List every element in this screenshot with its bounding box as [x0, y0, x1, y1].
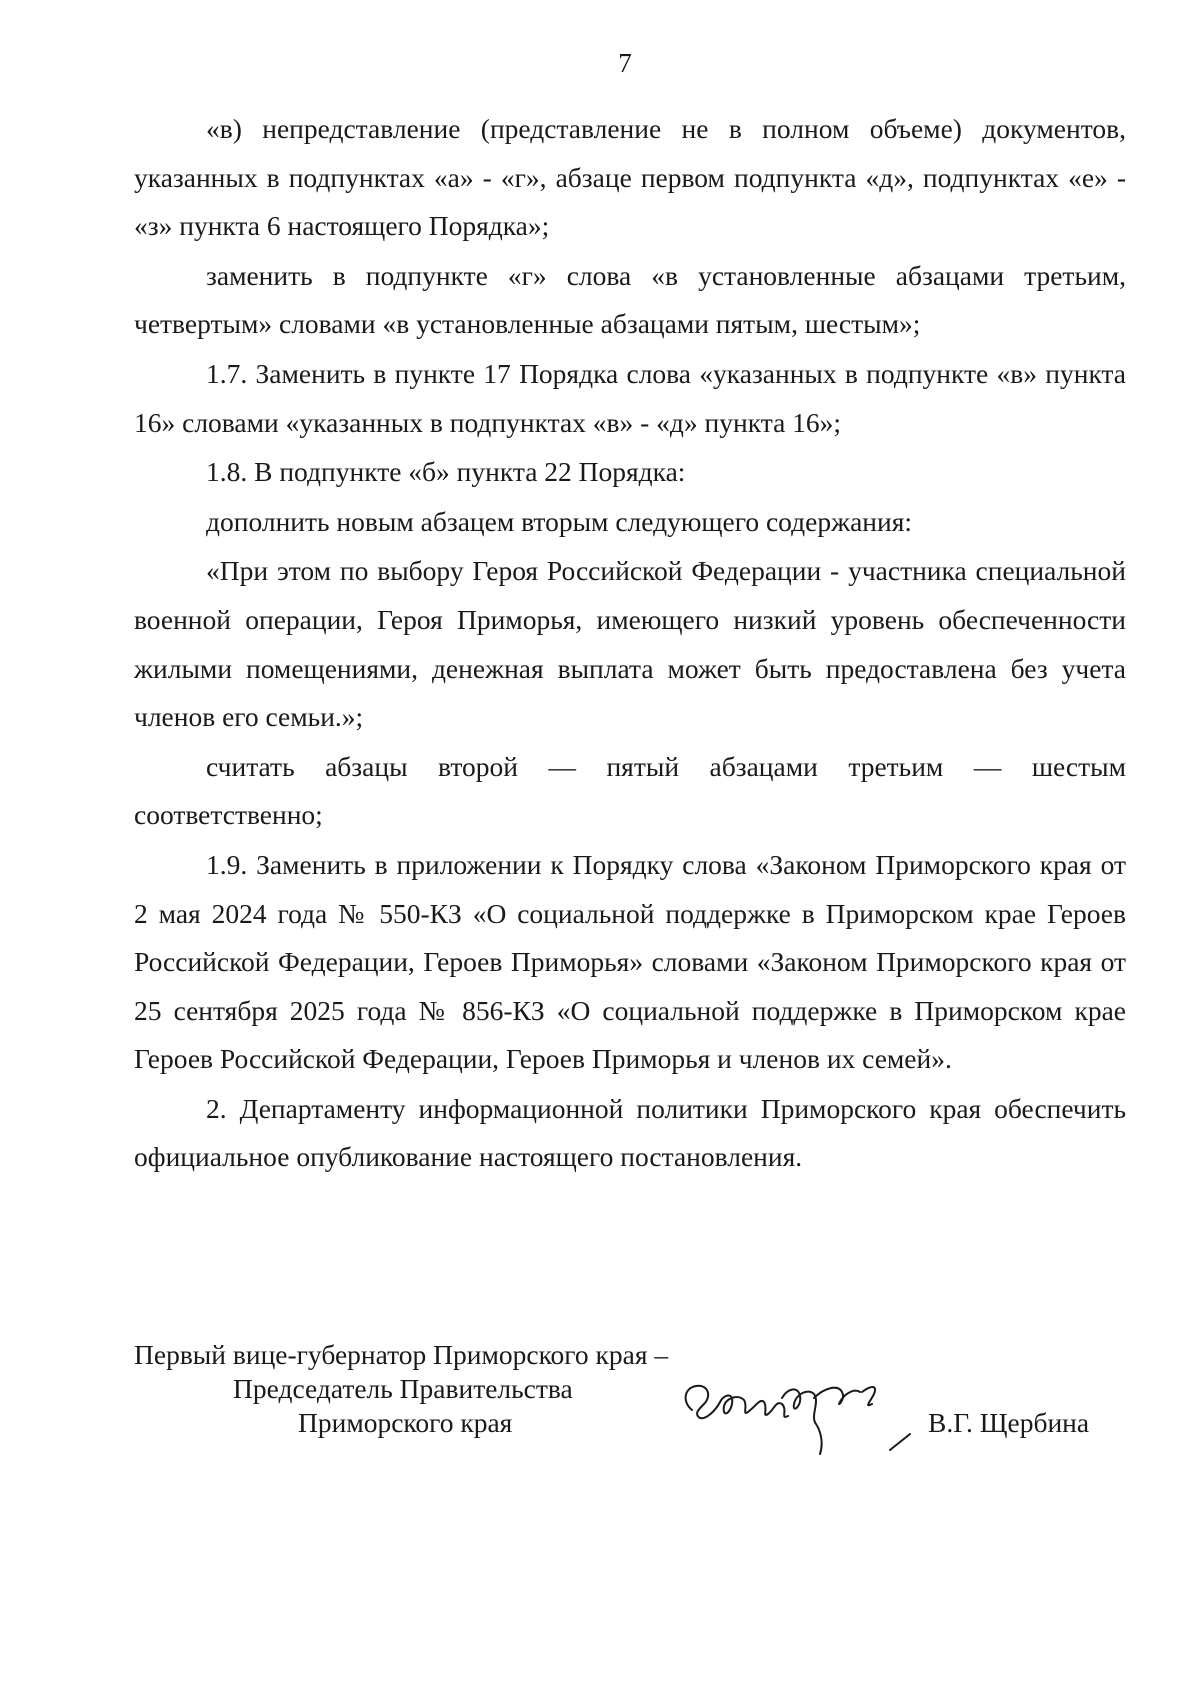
paragraph-1-9: 1.9. Заменить в приложении к Порядку слова «Законом Приморского края от 2 мая 2024 года № 550-КЗ «О социальной поддержке в Приморском крае Героев Российской Федерации, Героев Приморья» словами «Законом Приморского края от 25 сентября 2025 года № 856-КЗ «О социальной поддержке в Приморском крае Героев Российской Федерации, Героев Приморья и членов их семей».	[134, 848, 1126, 1075]
signatory-title-line-1: Первый вице-губернатор Приморского края –	[134, 1339, 669, 1370]
paragraph-v-nonsubmission: «в) непредставление (представление не в полном объеме) документов, указанных в подпунктах «а» - «г», абзаце первом подпункта «д», подпунктах «е» - «з» пункта 6 настоящего Порядка»;	[134, 113, 1126, 242]
paragraph-1-7: 1.7. Заменить в пункте 17 Порядка слова «указанных в подпункте «в» пункта 16» словами «указанных в подпунктах «в» - «д» пункта 16»;	[134, 357, 1126, 438]
document-body	[134, 105, 1126, 1182]
paragraph-add-new: дополнить новым абзацем вторым следующего содержания:	[206, 505, 913, 537]
paragraph-renumber: считать абзацы второй — пятый абзацами третьим — шестым соответственно;	[134, 750, 1126, 831]
signature-block	[134, 1338, 1126, 1478]
paragraph-replace-subpoint-g: заменить в подпункте «г» слова «в установленные абзацами третьим, четвертым» словами «в установленные абзацами пятым, шестым»;	[134, 259, 1126, 340]
paragraph-1-8: 1.8. В подпункте «б» пункта 22 Порядка:	[206, 456, 686, 488]
signatory-title-line-2: Председатель Правительства	[233, 1373, 573, 1404]
paragraph-quote-hero: «При этом по выбору Героя Российской Федерации - участника специальной военной операции, Героя Приморья, имеющего низкий уровень обеспеченности жилыми помещениями, денежная выплата может быть предоставлена без учета членов его семьи.»;	[134, 555, 1126, 733]
page-number: 7	[618, 48, 632, 78]
paragraph-2-publication: 2. Департаменту информационной политики Приморского края обеспечить официальное опубликование настоящего постановления.	[134, 1092, 1126, 1173]
signatory-title-line-3: Приморского края	[298, 1407, 513, 1438]
signatory-name: В.Г. Щербина	[928, 1407, 1090, 1438]
handwritten-signature	[664, 1358, 914, 1468]
